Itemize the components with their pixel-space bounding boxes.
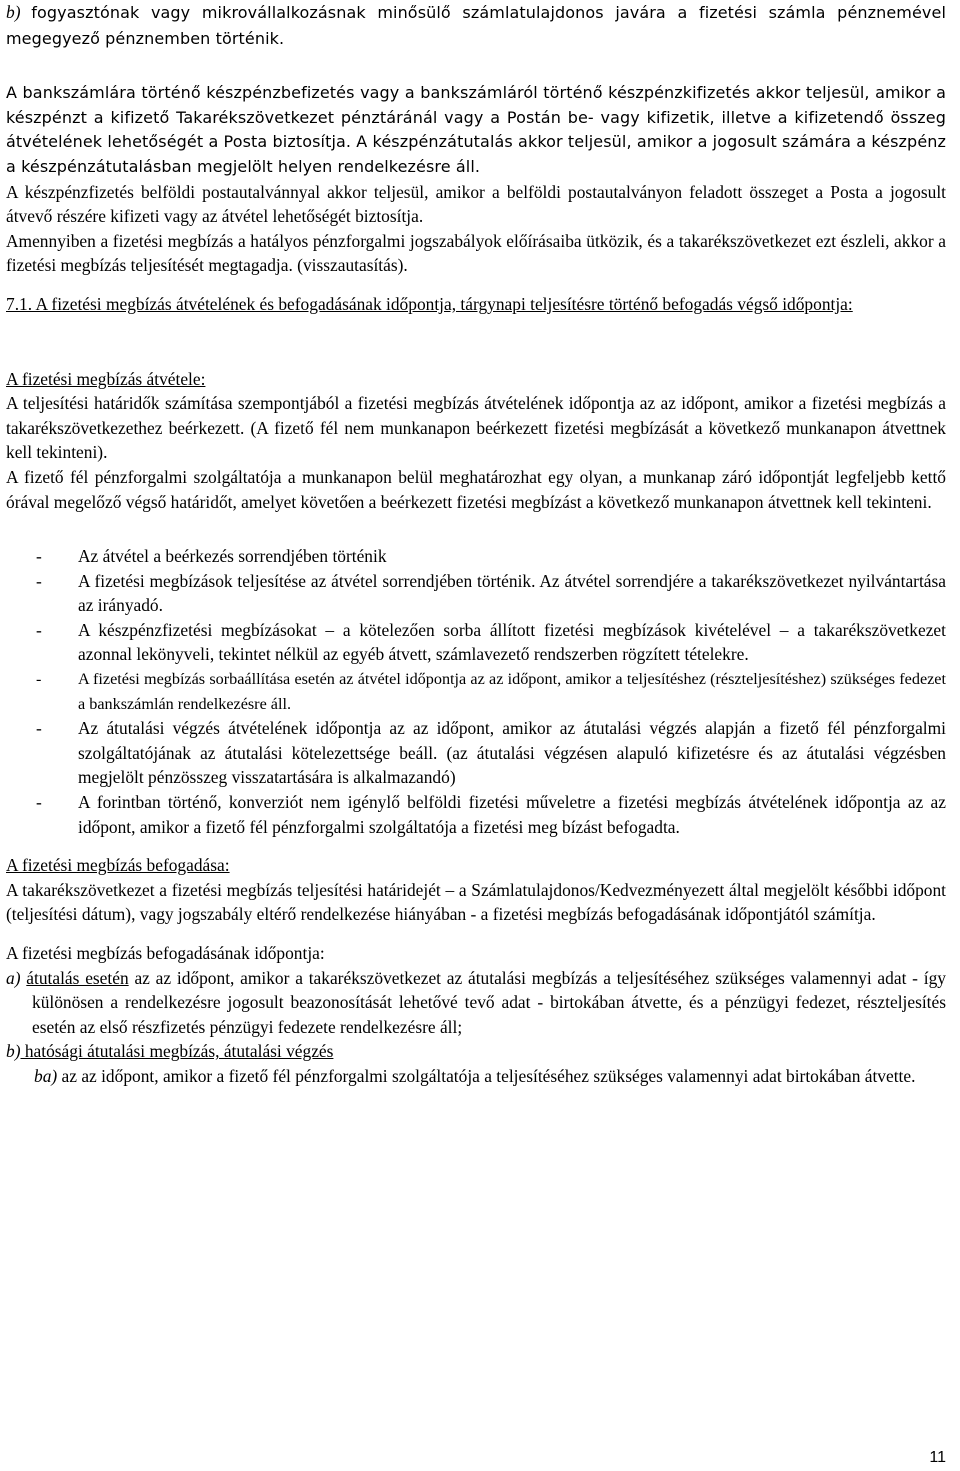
list-marker: - (36, 619, 42, 640)
item-b-text: fogyasztónak vagy mikrovállalkozásnak minősülő számlatulajdonos javára a fizetési számla pénznemével megegyező pénznemben történik. (6, 3, 946, 48)
spacer (6, 278, 946, 292)
paragraph-postautalvany: A készpénzfizetés belföldi postautalvánnyal akkor teljesül, amikor a belföldi postautalványon feladott összeget a Posta a jogosult átvevő részére kifizeti vagy az átvétel lehetőségét biztosítja. (6, 181, 946, 227)
item-b2-paragraph (6, 1039, 946, 1064)
dash-list (6, 544, 946, 839)
paragraph-penztar: A bankszámlára történő készpénzbefizetés vagy a bankszámláról történő készpénzkifizetés akkor teljesül, amikor a készpénzt a kifizető Takarékszövetkezet pénztáránál vagy a Postán be- vagy kifizetik, illetve a kifizetendő összeg átvételének lehetőségét a Posta biztosítja. A készpénzátutalás akkor teljesül, amikor a jogosult számára a készpénz a készpénzátutalásban megjelölt helyen rendelkezésre áll. (6, 83, 946, 176)
list-item-text: Az átvétel a beérkezés sorrendjében történik (78, 546, 387, 567)
list-item (6, 716, 946, 790)
section-heading-7-1: 7.1. A fizetési megbízás átvételének és befogadásának időpontja, tárgynapi teljesítésre történő befogadás végső időpontja: (6, 293, 853, 314)
paragraph-atvetel-1: A teljesítési határidők számítása szempontjából a fizetési megbízás átvételének időpontja az az időpont, amikor a fizetési megbízás a takarékszövetkezethez beérkezett. (A fizető fél nem munkanapon beérkezett fizetési megbízását a következő munkanapon átvettnek kell tekinteni). (6, 393, 946, 463)
list-item-text: A fizetési megbízás sorbaállítása esetén az átvétel időpontja az az időpont, amikor a teljesítéshez (részteljesítéshez) szükséges fedezet a bankszámlán rendelkezésre áll. (78, 670, 946, 713)
item-b2-title: hatósági átutalási megbízás, átutalási végzés (20, 1041, 334, 1062)
item-b2-label: b) (6, 1041, 21, 1062)
list-item (6, 667, 946, 716)
item-a-text: az az időpont, amikor a takarékszövetkezet az átutalási megbízás a teljesítéséhez szükséges valamennyi adat - így különösen a rendelkezésre jogosult beazonosítását lehetővé tevő adat - birtokában átvette, és a pénzügyi fedezet, részteljesítés esetén az első részfizetés pénzügyi fedezete rendelkezésre áll; (32, 967, 946, 1037)
spacer (6, 927, 946, 941)
list-item (6, 790, 946, 839)
item-a-title: átutalás esetén (26, 967, 129, 988)
list-item (6, 544, 946, 569)
item-ba-paragraph (6, 1064, 946, 1089)
spacer (6, 839, 946, 853)
item-a-paragraph (6, 966, 946, 1040)
item-ba-text: az az időpont, amikor a fizető fél pénzforgalmi szolgáltatója a teljesítéséhez szükséges valamennyi adat birtokában átvette. (57, 1065, 916, 1086)
idopont-heading: A fizetési megbízás befogadásának időpontja: (6, 943, 325, 963)
list-item-text: A készpénzfizetési megbízásokat – a kötelezően sorba állított fizetési megbízások kivételével – a takarékszövetkezet azonnal lekönyveli, tekintet nélkül az egyéb átvett, számlavezető rendszerben rögzített tételekre. (78, 619, 946, 665)
spacer (6, 51, 946, 81)
spacer (6, 514, 946, 544)
paragraph-befogadas: A takarékszövetkezet a fizetési megbízás teljesítési határidejét – a Számlatulajdonos/Kedvezményezett által megjelölt későbbi időpont (teljesítési dátum), vagy jogszabály eltérő rendelkezése hiányában - a fizetési megbízás befogadásának időpontjától számítja. (6, 879, 946, 925)
paragraph-visszautasitas: Amennyiben a fizetési megbízás a hatályos pénzforgalmi jogszabályok előírásaiba ütközik, és a takarékszövetkezet ezt észleli, akkor a fizetési megbízás teljesítését megtagadja. (visszautasítás). (6, 230, 946, 276)
list-item-text: A fizetési megbízások teljesítése az átvétel sorrendjében történik. Az átvétel sorrendjére a takarékszövetkezet nyilvántartása az irányadó. (78, 570, 946, 616)
item-ba-label: ba) (34, 1065, 58, 1086)
item-b-paragraph (6, 0, 946, 51)
atvetel-heading: A fizetési megbízás átvétele: (6, 368, 206, 389)
list-marker: - (36, 670, 42, 689)
list-item (6, 569, 946, 618)
list-item-text: A forintban történő, konverziót nem igénylő belföldi fizetési műveletre a fizetési megbízás átvételének időpontja az az időpont, amikor a fizető fél pénzforgalmi szolgáltatója a fizetési meg bízást befogadta. (78, 792, 946, 837)
list-marker: - (36, 546, 42, 567)
document-page (6, 0, 946, 1089)
list-marker: - (36, 570, 42, 591)
item-b-label: b) (6, 2, 21, 22)
page-number: 11 (929, 1449, 946, 1466)
item-a-label: a) (6, 967, 21, 988)
spacer (6, 317, 946, 367)
list-item-text: Az átutalási végzés átvételének időpontja az az időpont, amikor az átutalási végzés alapján a fizető fél pénzforgalmi szolgáltatójának az átutalási kötelezettsége beáll. (az átutalási végzésen alapuló kifizetésre és az átutalási végzésben megjelölt pénzösszeg visszatartására is alkalmazandó) (78, 718, 946, 788)
befogadas-heading: A fizetési megbízás befogadása: (6, 855, 230, 876)
list-marker: - (36, 792, 42, 813)
list-marker: - (36, 718, 42, 739)
paragraph-atvetel-2: A fizető fél pénzforgalmi szolgáltatója a munkanapon belül meghatározhat egy olyan, a munkanap záró időpontját legfeljebb kettő órával megelőző végső határidőt, amelyet követően a beérkezett fizetési megbízást a következő munkanapon átvettnek kell tekinteni. (6, 466, 946, 512)
list-item (6, 618, 946, 667)
